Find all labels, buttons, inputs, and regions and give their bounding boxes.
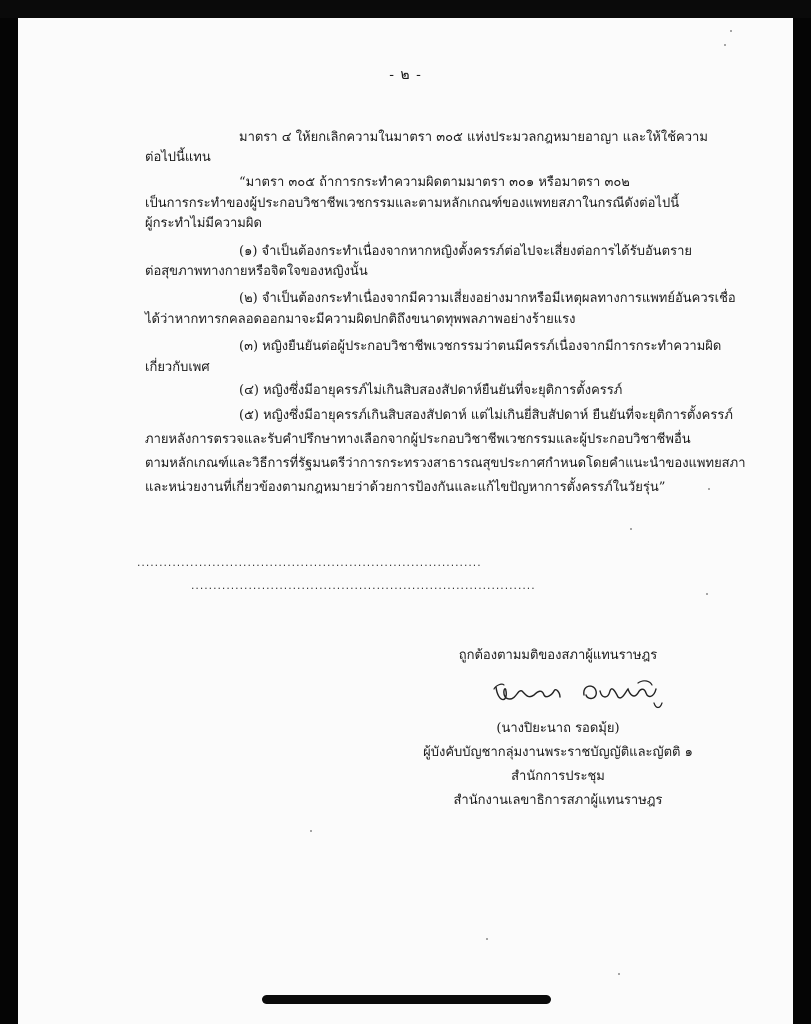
scan-speck	[310, 830, 312, 832]
handwritten-signature	[488, 673, 688, 713]
signer-office: สำนักการประชุม	[511, 769, 605, 784]
signer-title: ผู้บังคับบัญชากลุ่มงานพระราชบัญญัติและญัตติ ๑	[423, 745, 693, 760]
clause-1-line-2: ต่อสุขภาพทางกายหรือจิตใจของหญิงนั้น	[145, 264, 368, 279]
clause-3-line-1: (๓) หญิงยืนยันต่อผู้ประกอบวิชาชีพเวชกรรมว่าตนมีครรภ์เนื่องจากมีการกระทำความผิด	[239, 339, 722, 354]
certification-text: ถูกต้องตามมติของสภาผู้แทนราษฎร	[458, 648, 658, 663]
clause-4-line-1: (๔) หญิงซึ่งมีอายุครรภ์ไม่เกินสิบสองสัปดาห์ยืนยันที่จะยุติการตั้งครรภ์	[239, 383, 623, 398]
scan-speck	[706, 593, 708, 595]
clause-5-line-1: (๕) หญิงซึ่งมีอายุครรภ์เกินสิบสองสัปดาห์ แต่ไม่เกินยี่สิบสัปดาห์ ยืนยันที่จะยุติการตั้งครรภ์	[239, 408, 733, 423]
scan-speck	[486, 938, 488, 940]
section-4-line-1: มาตรา ๔ ให้ยกเลิกความในมาตรา ๓๐๕ แห่งประมวลกฎหมายอาญา และให้ใช้ความ	[239, 130, 708, 145]
home-indicator[interactable]	[262, 995, 551, 1004]
clause-1-line-1: (๑) จำเป็นต้องกระทำเนื่องจากหากหญิงตั้งครรภ์ต่อไปจะเสี่ยงต่อการได้รับอันตราย	[239, 244, 692, 259]
dotted-separator-2: ..............................................................................	[190, 582, 535, 592]
section-305-line-2: เป็นการกระทำของผู้ประกอบวิชาชีพเวชกรรมและตามหลักเกณฑ์ของแพทยสภาในกรณีดังต่อไปนี้	[145, 196, 680, 211]
section-305-line-3: ผู้กระทำไม่มีความผิด	[145, 216, 262, 231]
screen-top-bar	[0, 0, 811, 18]
document-page	[18, 18, 793, 1024]
clause-2-line-1: (๒) จำเป็นต้องกระทำเนื่องจากมีความเสี่ยงอย่างมากหรือมีเหตุผลทางการแพทย์อันควรเชื่อ	[239, 291, 736, 306]
signer-agency: สำนักงานเลขาธิการสภาผู้แทนราษฎร	[453, 793, 663, 808]
clause-3-line-2: เกี่ยวกับเพศ	[145, 360, 210, 375]
dotted-separator-1: ..............................................................................	[136, 559, 481, 569]
section-4-line-2: ต่อไปนี้แทน	[145, 150, 211, 165]
scan-speck	[630, 528, 632, 530]
page-number: - ๒ -	[389, 67, 422, 83]
scan-speck	[708, 488, 710, 490]
signer-name: (นางปิยะนาถ รอดมุ้ย)	[496, 721, 620, 736]
clause-5-line-2: ภายหลังการตรวจและรับคำปรึกษาทางเลือกจากผู้ประกอบวิชาชีพเวชกรรมและผู้ประกอบวิชาชีพอื่น	[145, 432, 691, 447]
scan-speck	[730, 30, 732, 32]
scan-speck	[724, 44, 726, 46]
scan-speck	[618, 973, 620, 975]
section-305-line-1: “มาตรา ๓๐๕ ถ้าการกระทำความผิดตามมาตรา ๓๐๑ หรือมาตรา ๓๐๒	[239, 175, 630, 190]
clause-5-line-3: ตามหลักเกณฑ์และวิธีการที่รัฐมนตรีว่าการกระทรวงสาธารณสุขประกาศกำหนดโดยคำแนะนำของแพทยสภา	[145, 456, 746, 471]
clause-2-line-2: ได้ว่าหากทารกคลอดออกมาจะมีความผิดปกติถึงขนาดทุพพลภาพอย่างร้ายแรง	[145, 312, 576, 327]
clause-5-line-4: และหน่วยงานที่เกี่ยวข้องตามกฎหมายว่าด้วยการป้องกันและแก้ไขปัญหาการตั้งครรภ์ในวัยรุ่น”	[145, 480, 666, 495]
